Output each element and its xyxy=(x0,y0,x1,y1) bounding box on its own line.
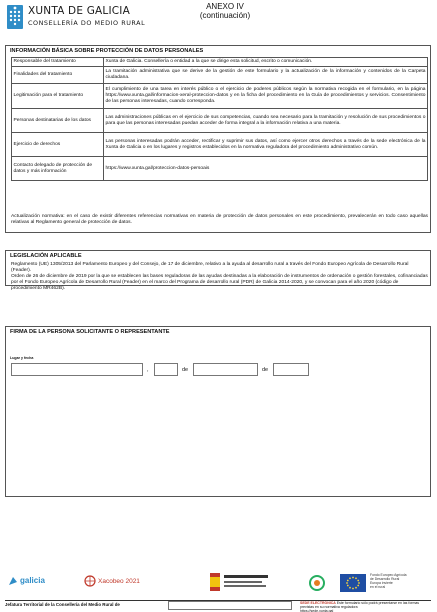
section-title: FIRMA DE LA PERSONA SOLICITANTE O REPRESENTANTE xyxy=(10,329,170,335)
section-title: INFORMACIÓN BÁSICA SOBRE PROTECCIÓN DE DATOS PERSONALES xyxy=(10,48,204,54)
feader-line: Fondo Europeo Agrícola xyxy=(370,573,407,577)
page-header xyxy=(0,0,437,40)
legislation-paragraph: Reglamento (UE) 1305/2013 del Parlamento Europeo y del Consejo, de 17 de diciembre, relativo a la ayuda al desarrollo rural a través del Fondo Europeo Agrícola de Desarrollo Rural (Feader). xyxy=(11,262,409,273)
feader-line: en el rural xyxy=(370,585,386,589)
month-field[interactable] xyxy=(193,363,258,376)
row-label: Contacto delegado de protección de datos y más información xyxy=(12,157,104,181)
year-field[interactable] xyxy=(273,363,309,376)
spain-ministry-logo xyxy=(210,573,270,591)
row-label: Finalidades del tratamiento xyxy=(12,67,104,84)
rural-network-logo xyxy=(308,574,326,592)
office-field[interactable] xyxy=(168,601,292,610)
sede-text: Este formulario sólo podrá presentarse en las formas previstas en su normativa reguladora xyxy=(300,601,420,609)
place-field[interactable] xyxy=(11,363,143,376)
row-value: Xunta de Galicia. Consellería o entidad a la que se dirige esta solicitud, escrito o comunicación. xyxy=(104,58,428,67)
row-label: Personas destinatarias de los datos xyxy=(12,109,104,133)
feader-logo-text xyxy=(370,573,407,589)
table-row xyxy=(12,67,428,84)
table-row xyxy=(12,58,428,67)
galicia-brand-icon xyxy=(8,576,20,586)
sede-notice xyxy=(300,601,432,612)
logo-subtitle: CONSELLERÍA DO MEDIO RURAL xyxy=(28,19,146,27)
galicia-shield-icon xyxy=(6,4,24,30)
de-separator: de xyxy=(262,367,269,373)
feader-line: Europa invierte xyxy=(370,581,393,585)
row-value: Las administraciones públicas en el ejercicio de sus competencias, cuando sea necesario para la tramitación y resolución de sus procedimientos o para que las personas interesadas puedan acceder de forma integral a la información relativa a una materia. xyxy=(104,109,428,133)
row-value: La tramitación administrativa que se derive de la gestión de este formulario y la actualización de la información y contenidos de la Carpeta ciudadana. xyxy=(104,67,428,84)
sede-url[interactable]: https://sede.xunta.gal xyxy=(300,609,334,612)
table-row xyxy=(12,84,428,109)
regulatory-update-note: Actualización normativa: en el caso de existir diferentes referencias normativas en materia de protección de datos personales en este procedimiento, prevalecerán en todo caso aquellas relativas al Reglamento general de protección de datos. xyxy=(11,214,428,225)
row-value: El cumplimiento de una tarea en interés público o el ejercicio de poderes públicos según la normativa recogida en el formulario, en la página https://www.xunta.gal/informacion-xeral-proteccion-datos y en la ficha del procedimiento en la Guía de procedimientos y servicios. Consentimiento de las personas interesadas, cuando corresponda. xyxy=(104,84,428,109)
eu-flag-icon xyxy=(340,574,366,592)
galicia-logo-text: galicia xyxy=(20,576,45,585)
xacobeo-logo-text: Xacobeo 2021 xyxy=(98,578,140,585)
sede-label: SEDE ELECTRÓNICA xyxy=(300,601,336,605)
office-label: Jefatura Territorial de la Consellería del Medio Rural de xyxy=(5,602,120,607)
legislation-text xyxy=(11,262,429,292)
annex-title: ANEXO IV xyxy=(206,2,244,11)
de-separator: de xyxy=(182,367,189,373)
place-date-label: Lugar y fecha xyxy=(10,356,34,360)
section-title: LEGISLACIÓN APLICABLE xyxy=(10,253,82,259)
data-protection-table xyxy=(11,57,428,181)
table-row xyxy=(12,133,428,157)
comma-separator: , xyxy=(147,367,149,373)
annex-subtitle: (continuación) xyxy=(199,11,251,20)
table-row xyxy=(12,157,428,181)
data-protection-section xyxy=(5,45,431,233)
signature-section xyxy=(5,326,431,497)
row-label: Ejercicio de derechos xyxy=(12,133,104,157)
logo-title: XUNTA DE GALICIA xyxy=(28,5,130,17)
row-value: https://www.xunta.gal/proteccion-datos-persoais xyxy=(104,157,428,181)
day-field[interactable] xyxy=(154,363,178,376)
row-label: Responsable del tratamiento xyxy=(12,58,104,67)
table-row xyxy=(12,109,428,133)
annex-heading xyxy=(190,2,260,20)
row-value: Las personas interesadas podrán acceder, rectificar y suprimir sus datos, así como ejercer otros derechos a través de la sede electrónica de la Xunta de Galicia o en los lugares y registros establecidos en la normativa reguladora del procedimiento administrativo común. xyxy=(104,133,428,157)
legislation-section xyxy=(5,250,431,291)
xacobeo-shell-icon xyxy=(84,575,96,587)
feader-line: de Desarrollo Rural xyxy=(370,577,400,581)
row-label: Legitimación para el tratamiento xyxy=(12,84,104,109)
legislation-paragraph: Orden de 26 de diciembre de 2019 por la que se establecen las bases reguladoras de las ayudas destinadas a la elaboración de instrumentos de ordenación o gestión forestales, cofinanciadas por el Fondo Europeo Agrícola de Desarrollo Rural (Feader) en el marco del Programa de desarrollo rural (PDR) de Galicia 2014-2020, y se convocan para el año 2020 (código de procedimiento MR462B). xyxy=(11,273,428,291)
xunta-logo xyxy=(6,4,156,32)
